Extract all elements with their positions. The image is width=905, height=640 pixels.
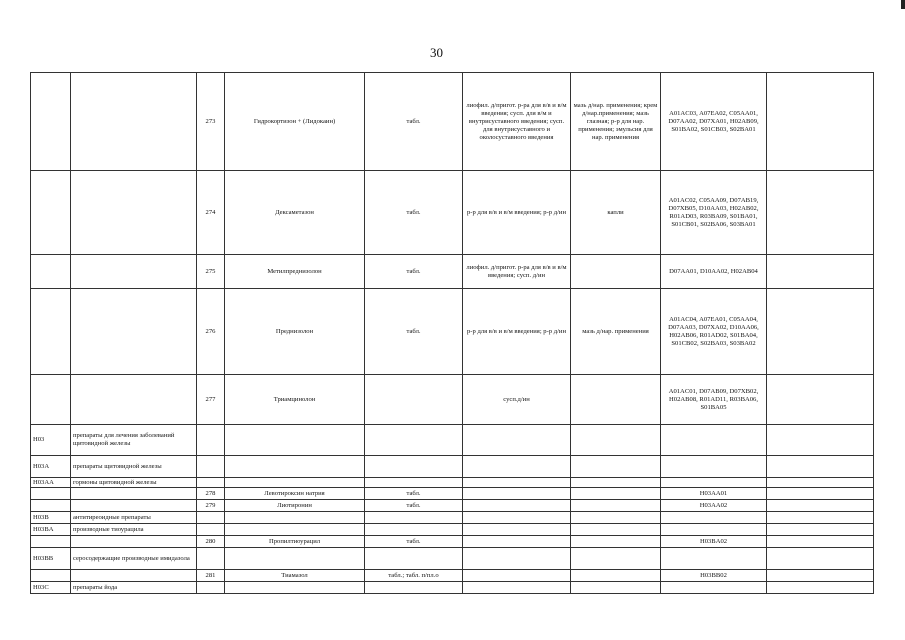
page-number: 30 bbox=[430, 45, 443, 60]
dosage-form-cell: табл. bbox=[365, 255, 463, 289]
drug-name-cell: Тиамазол bbox=[225, 570, 365, 582]
atc-codes-cell: D07AA01, D10AA02, H02AB04 bbox=[661, 255, 767, 289]
notes-cell bbox=[767, 478, 874, 488]
dosage-form-cell: табл. bbox=[365, 488, 463, 500]
group-description-cell bbox=[71, 289, 197, 375]
table-row bbox=[31, 570, 874, 582]
injection-form-cell bbox=[463, 500, 571, 512]
notes-cell bbox=[767, 375, 874, 425]
row-number-cell: 279 bbox=[197, 500, 225, 512]
drug-name-cell bbox=[225, 524, 365, 536]
row-number-cell: 280 bbox=[197, 536, 225, 548]
atc-codes-cell bbox=[661, 582, 767, 594]
atx-code-cell bbox=[31, 171, 71, 255]
atx-code-cell: H03BB bbox=[31, 548, 71, 570]
injection-form-cell bbox=[463, 582, 571, 594]
group-description-cell: препараты йода bbox=[71, 582, 197, 594]
dosage-form-cell: табл. bbox=[365, 171, 463, 255]
dosage-form-cell bbox=[365, 478, 463, 488]
atx-code-cell: H03BA bbox=[31, 524, 71, 536]
topical-form-cell bbox=[571, 478, 661, 488]
drug-name-cell: Дексаметазон bbox=[225, 171, 365, 255]
topical-form-cell: мазь д/нар. применения bbox=[571, 289, 661, 375]
injection-form-cell: сусп.д/ин bbox=[463, 375, 571, 425]
table-row bbox=[31, 548, 874, 570]
table-row bbox=[31, 512, 874, 524]
topical-form-cell bbox=[571, 500, 661, 512]
row-number-cell: 273 bbox=[197, 73, 225, 171]
atx-code-cell: H03 bbox=[31, 425, 71, 456]
row-number-cell: 274 bbox=[197, 171, 225, 255]
row-number-cell bbox=[197, 512, 225, 524]
topical-form-cell: мазь д/нар. применения; крем д/нар.применения; мазь глазная; р-р для нар. применения; эмульсия для нар. применения bbox=[571, 73, 661, 171]
drug-name-cell bbox=[225, 512, 365, 524]
atx-code-cell bbox=[31, 500, 71, 512]
injection-form-cell bbox=[463, 456, 571, 478]
row-number-cell: 278 bbox=[197, 488, 225, 500]
group-description-cell: препараты щитовидной железы bbox=[71, 456, 197, 478]
dosage-form-cell: табл.; табл. п/пл.о bbox=[365, 570, 463, 582]
topical-form-cell bbox=[571, 456, 661, 478]
group-description-cell bbox=[71, 375, 197, 425]
atx-code-cell bbox=[31, 73, 71, 171]
notes-cell bbox=[767, 171, 874, 255]
dosage-form-cell bbox=[365, 425, 463, 456]
notes-cell bbox=[767, 500, 874, 512]
notes-cell bbox=[767, 582, 874, 594]
atc-codes-cell bbox=[661, 512, 767, 524]
notes-cell bbox=[767, 488, 874, 500]
table-row bbox=[31, 289, 874, 375]
row-number-cell bbox=[197, 548, 225, 570]
topical-form-cell bbox=[571, 536, 661, 548]
table-row bbox=[31, 524, 874, 536]
table-row bbox=[31, 255, 874, 289]
table-row bbox=[31, 536, 874, 548]
notes-cell bbox=[767, 425, 874, 456]
row-number-cell bbox=[197, 456, 225, 478]
drug-name-cell: Левотироксин натрия bbox=[225, 488, 365, 500]
atc-codes-cell bbox=[661, 478, 767, 488]
dosage-form-cell bbox=[365, 456, 463, 478]
group-description-cell bbox=[71, 488, 197, 500]
row-number-cell: 276 bbox=[197, 289, 225, 375]
drug-name-cell bbox=[225, 478, 365, 488]
topical-form-cell bbox=[571, 512, 661, 524]
atc-codes-cell: A01AC03, A07EA02, C05AA01, D07AA02, D07XA01, H02AB09, S01BA02, S01CB03, S02BA01 bbox=[661, 73, 767, 171]
dosage-form-cell bbox=[365, 524, 463, 536]
table-row bbox=[31, 478, 874, 488]
table-row bbox=[31, 171, 874, 255]
topical-form-cell bbox=[571, 548, 661, 570]
topical-form-cell bbox=[571, 524, 661, 536]
group-description-cell: гормоны щитовидной железы bbox=[71, 478, 197, 488]
atx-code-cell bbox=[31, 536, 71, 548]
injection-form-cell bbox=[463, 524, 571, 536]
notes-cell bbox=[767, 73, 874, 171]
table-row bbox=[31, 488, 874, 500]
drug-name-cell: Пропилтиоурацил bbox=[225, 536, 365, 548]
atc-codes-cell bbox=[661, 456, 767, 478]
row-number-cell bbox=[197, 478, 225, 488]
group-description-cell: антитиреоидные препараты bbox=[71, 512, 197, 524]
atc-codes-cell bbox=[661, 524, 767, 536]
group-description-cell: серосодержащие производные имидазола bbox=[71, 548, 197, 570]
group-description-cell: препараты для лечения заболеваний щитовидной железы bbox=[71, 425, 197, 456]
row-number-cell: 275 bbox=[197, 255, 225, 289]
injection-form-cell bbox=[463, 512, 571, 524]
topical-form-cell: капли bbox=[571, 171, 661, 255]
atc-codes-cell: H03BB02 bbox=[661, 570, 767, 582]
atx-code-cell bbox=[31, 375, 71, 425]
notes-cell bbox=[767, 512, 874, 524]
table-row bbox=[31, 456, 874, 478]
injection-form-cell bbox=[463, 425, 571, 456]
notes-cell bbox=[767, 548, 874, 570]
row-number-cell: 277 bbox=[197, 375, 225, 425]
table-row bbox=[31, 500, 874, 512]
notes-cell bbox=[767, 456, 874, 478]
table-row bbox=[31, 375, 874, 425]
topical-form-cell bbox=[571, 570, 661, 582]
atx-code-cell bbox=[31, 488, 71, 500]
table-row bbox=[31, 73, 874, 171]
atx-code-cell: H03C bbox=[31, 582, 71, 594]
topical-form-cell bbox=[571, 582, 661, 594]
drug-name-cell bbox=[225, 425, 365, 456]
group-description-cell bbox=[71, 570, 197, 582]
atc-codes-cell: A01AC04, A07EA01, C05AA04, D07AA03, D07XA02, D10AA06, H02AB06, R01AD02, S01BA04, S01CB02, S02BA03, S03BA02 bbox=[661, 289, 767, 375]
atx-code-cell: H03AA bbox=[31, 478, 71, 488]
atc-codes-cell bbox=[661, 548, 767, 570]
atc-codes-cell bbox=[661, 425, 767, 456]
atc-codes-cell: H03AA02 bbox=[661, 500, 767, 512]
drug-name-cell bbox=[225, 582, 365, 594]
atc-codes-cell: A01AC02, C05AA09, D07AB19, D07XB05, D10AA03, H02AB02, R01AD03, R03BA09, S01BA01, S01CB01, S02BA06, S03BA01 bbox=[661, 171, 767, 255]
notes-cell bbox=[767, 289, 874, 375]
injection-form-cell bbox=[463, 478, 571, 488]
topical-form-cell bbox=[571, 488, 661, 500]
drug-name-cell bbox=[225, 456, 365, 478]
dosage-form-cell: табл. bbox=[365, 500, 463, 512]
dosage-form-cell: табл. bbox=[365, 289, 463, 375]
dosage-form-cell bbox=[365, 512, 463, 524]
row-number-cell bbox=[197, 425, 225, 456]
drug-name-cell: Метилпреднизолон bbox=[225, 255, 365, 289]
group-description-cell bbox=[71, 171, 197, 255]
injection-form-cell bbox=[463, 488, 571, 500]
topical-form-cell bbox=[571, 375, 661, 425]
topical-form-cell bbox=[571, 425, 661, 456]
injection-form-cell bbox=[463, 570, 571, 582]
row-number-cell: 281 bbox=[197, 570, 225, 582]
notes-cell bbox=[767, 524, 874, 536]
row-number-cell bbox=[197, 582, 225, 594]
injection-form-cell bbox=[463, 548, 571, 570]
atx-code-cell bbox=[31, 255, 71, 289]
atc-codes-cell: A01AC01, D07AB09, D07XB02, H02AB08, R01AD11, R03BA06, S01BA05 bbox=[661, 375, 767, 425]
dosage-form-cell: табл. bbox=[365, 73, 463, 171]
injection-form-cell: р-р для в/в и в/м введения; р-р д/ин bbox=[463, 289, 571, 375]
drug-name-cell: Триамцинолон bbox=[225, 375, 365, 425]
scan-mark bbox=[901, 0, 905, 9]
group-description-cell: производные тиоурацила bbox=[71, 524, 197, 536]
group-description-cell bbox=[71, 500, 197, 512]
drug-list-table bbox=[30, 72, 874, 594]
table-row bbox=[31, 582, 874, 594]
drug-name-cell bbox=[225, 548, 365, 570]
dosage-form-cell bbox=[365, 582, 463, 594]
drug-name-cell: Лиотиронин bbox=[225, 500, 365, 512]
group-description-cell bbox=[71, 536, 197, 548]
row-number-cell bbox=[197, 524, 225, 536]
injection-form-cell bbox=[463, 536, 571, 548]
group-description-cell bbox=[71, 73, 197, 171]
atc-codes-cell: H03AA01 bbox=[661, 488, 767, 500]
dosage-form-cell bbox=[365, 548, 463, 570]
atx-code-cell bbox=[31, 570, 71, 582]
dosage-form-cell: табл. bbox=[365, 536, 463, 548]
table-row bbox=[31, 425, 874, 456]
atc-codes-cell: H03BA02 bbox=[661, 536, 767, 548]
injection-form-cell: лиофил. д/пригот. р-ра для в/в и в/м введения; сусп. для в/м и внутрисуставного введения; сусп. для внутрисуставного и околосуставного введения bbox=[463, 73, 571, 171]
notes-cell bbox=[767, 255, 874, 289]
atx-code-cell: H03B bbox=[31, 512, 71, 524]
drug-name-cell: Преднизолон bbox=[225, 289, 365, 375]
notes-cell bbox=[767, 570, 874, 582]
group-description-cell bbox=[71, 255, 197, 289]
atx-code-cell bbox=[31, 289, 71, 375]
injection-form-cell: р-р для в/в и в/м введения; р-р д/ин bbox=[463, 171, 571, 255]
injection-form-cell: лиофил. д/пригот. р-ра для в/в и в/м введения; сусп. д/ин bbox=[463, 255, 571, 289]
topical-form-cell bbox=[571, 255, 661, 289]
notes-cell bbox=[767, 536, 874, 548]
atx-code-cell: H03A bbox=[31, 456, 71, 478]
drug-name-cell: Гидрокортизон + (Лидокаин) bbox=[225, 73, 365, 171]
dosage-form-cell bbox=[365, 375, 463, 425]
